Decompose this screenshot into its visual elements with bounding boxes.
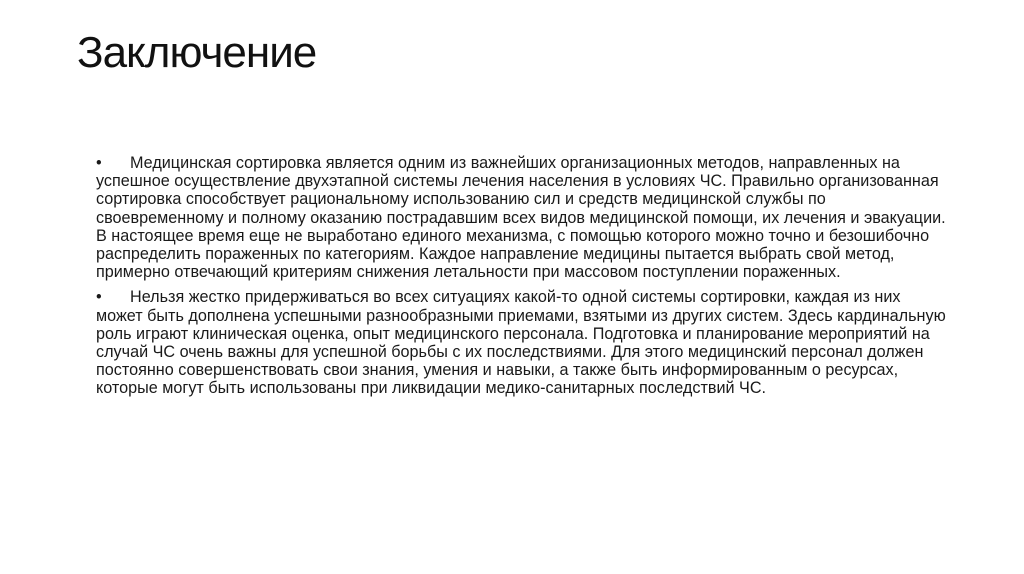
bullet-paragraph-1 xyxy=(96,154,946,281)
bullet-icon: • xyxy=(96,154,102,172)
slide-title: Заключение xyxy=(77,28,317,77)
bullet-paragraph-2 xyxy=(96,288,946,397)
slide-body xyxy=(96,154,946,405)
paragraph-text-2: Нельзя жестко придерживаться во всех ситуациях какой-то одной системы сортировки, каждая из них может быть дополнена успешными разнообразными приемами, взятыми из других систем. Здесь кардинальную роль играют клиническая оценка, опыт медицинского персонала. Подготовка и планирование мероприятий на случай ЧС очень важны для успешной борьбы с их последствиями. Для этого медицинский персонал должен постоянно совершенствовать свои знания, умения и навыки, а также быть информированным о ресурсах, которые могут быть использованы при ликвидации медико-санитарных последствий ЧС. xyxy=(96,288,946,398)
paragraph-text-1: Медицинская сортировка является одним из важнейших организационных методов, направленных на успешное осуществление двухэтапной системы лечения населения в условиях ЧС. Правильно организованная сортировка способствует рациональному использованию сил и средств медицинской службы по своевременному и полному оказанию пострадавшим всех видов медицинской помощи, их лечения и эвакуации. В настоящее время еще не выработано единого механизма, с помощью которого можно точно и безошибочно распределить пораженных по категориям. Каждое направление медицины пытается выбрать свой метод, примерно отвечающий критериям снижения летальности при массовом поступлении пораженных. xyxy=(96,154,946,282)
bullet-icon: • xyxy=(96,288,102,307)
